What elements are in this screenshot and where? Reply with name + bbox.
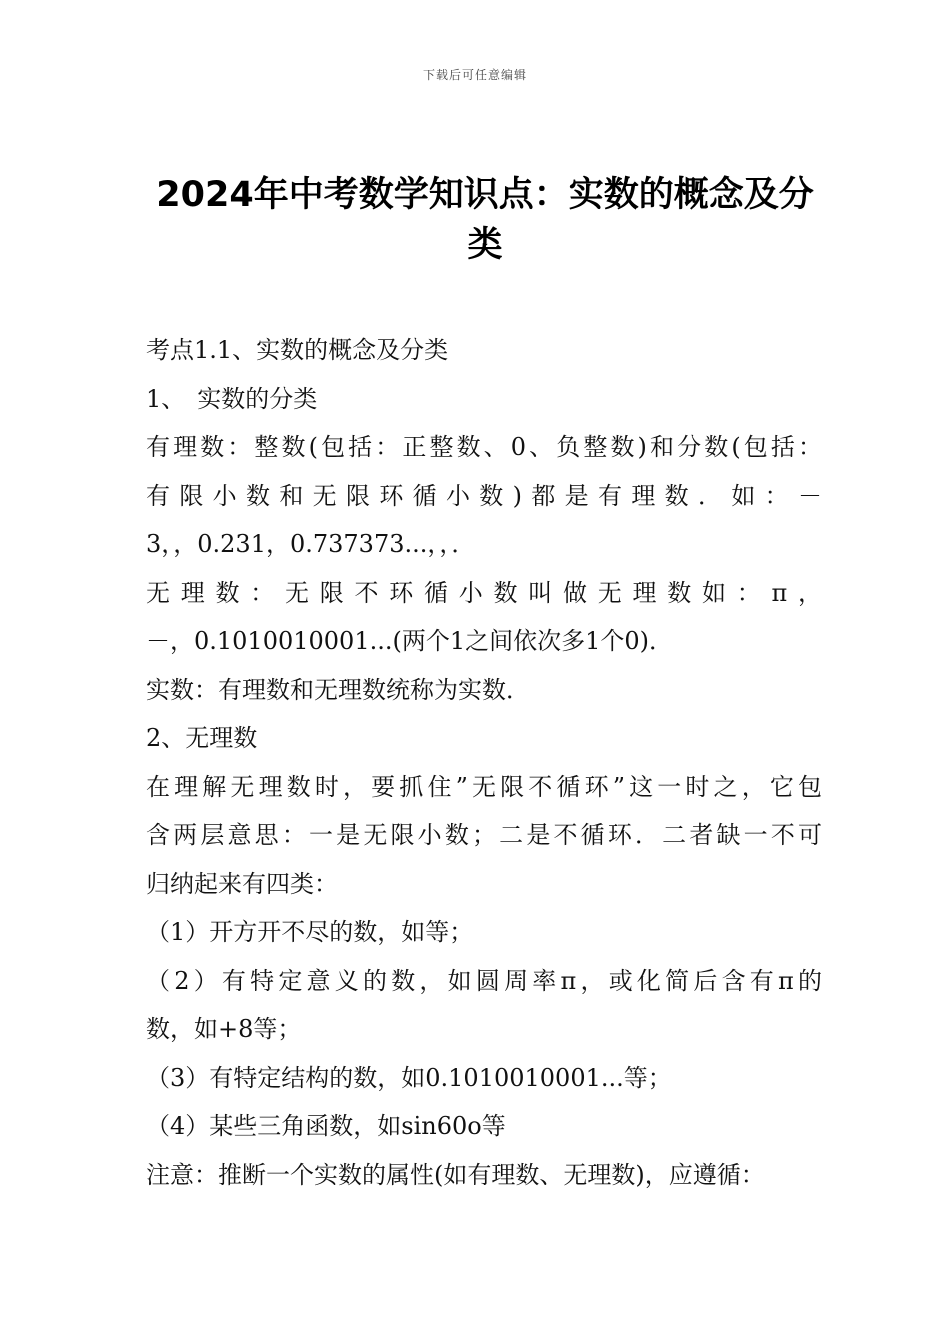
paragraph-irrational-line-2: －，0.1010010001...(两个1之间依次多1个0)． bbox=[146, 627, 674, 655]
subheading-irrational: 2、无理数 bbox=[146, 724, 258, 752]
list-item-1: （1）开方开不尽的数，如等； bbox=[146, 918, 474, 946]
document-body bbox=[146, 326, 822, 1199]
list-item-4: （4）某些三角函数，如sin60o等 bbox=[146, 1112, 506, 1140]
paragraph-irrational-line-1: 无理数：无限不环循小数叫做无理数如：π， bbox=[146, 578, 822, 607]
subheading-real-number-classification: 1、 实数的分类 bbox=[146, 384, 318, 413]
list-item-2-line-2: 数，如+8等； bbox=[146, 1015, 302, 1043]
paragraph-rational-line-1: 有理数：整数(包括：正整数、0、负整数)和分数(包括： bbox=[146, 433, 822, 461]
paragraph-rational-line-2: 有限小数和无限环循小数)都是有理数．如：－ bbox=[146, 481, 822, 510]
paragraph-understanding-line-2: 含两层意思：一是无限小数；二是不循环．二者缺一不可 bbox=[146, 821, 822, 849]
section-heading-1-1: 考点1.1、实数的概念及分类 bbox=[146, 336, 449, 364]
title-line-2: 类 bbox=[467, 225, 503, 265]
title-line-1: 2024年中考数学知识点：实数的概念及分 bbox=[156, 175, 814, 215]
list-item-3: （3）有特定结构的数，如0.1010010001...等； bbox=[146, 1063, 672, 1092]
list-item-2-line-1: （2）有特定意义的数，如圆周率π，或化简后含有π的 bbox=[146, 966, 822, 995]
paragraph-real-numbers: 实数：有理数和无理数统称为实数． bbox=[146, 675, 530, 704]
document-title bbox=[140, 170, 830, 270]
paragraph-four-types: 归纳起来有四类： bbox=[146, 869, 338, 898]
page-header-watermark: 下载后可任意编辑 bbox=[422, 68, 527, 82]
paragraph-note: 注意：推断一个实数的属性(如有理数、无理数)，应遵循： bbox=[146, 1160, 765, 1189]
paragraph-rational-line-3: 3，，0.231，0.737373...，，． bbox=[146, 530, 476, 558]
paragraph-understanding-line-1: 在理解无理数时，要抓住”无限不循环”这一时之，它包 bbox=[146, 772, 822, 801]
